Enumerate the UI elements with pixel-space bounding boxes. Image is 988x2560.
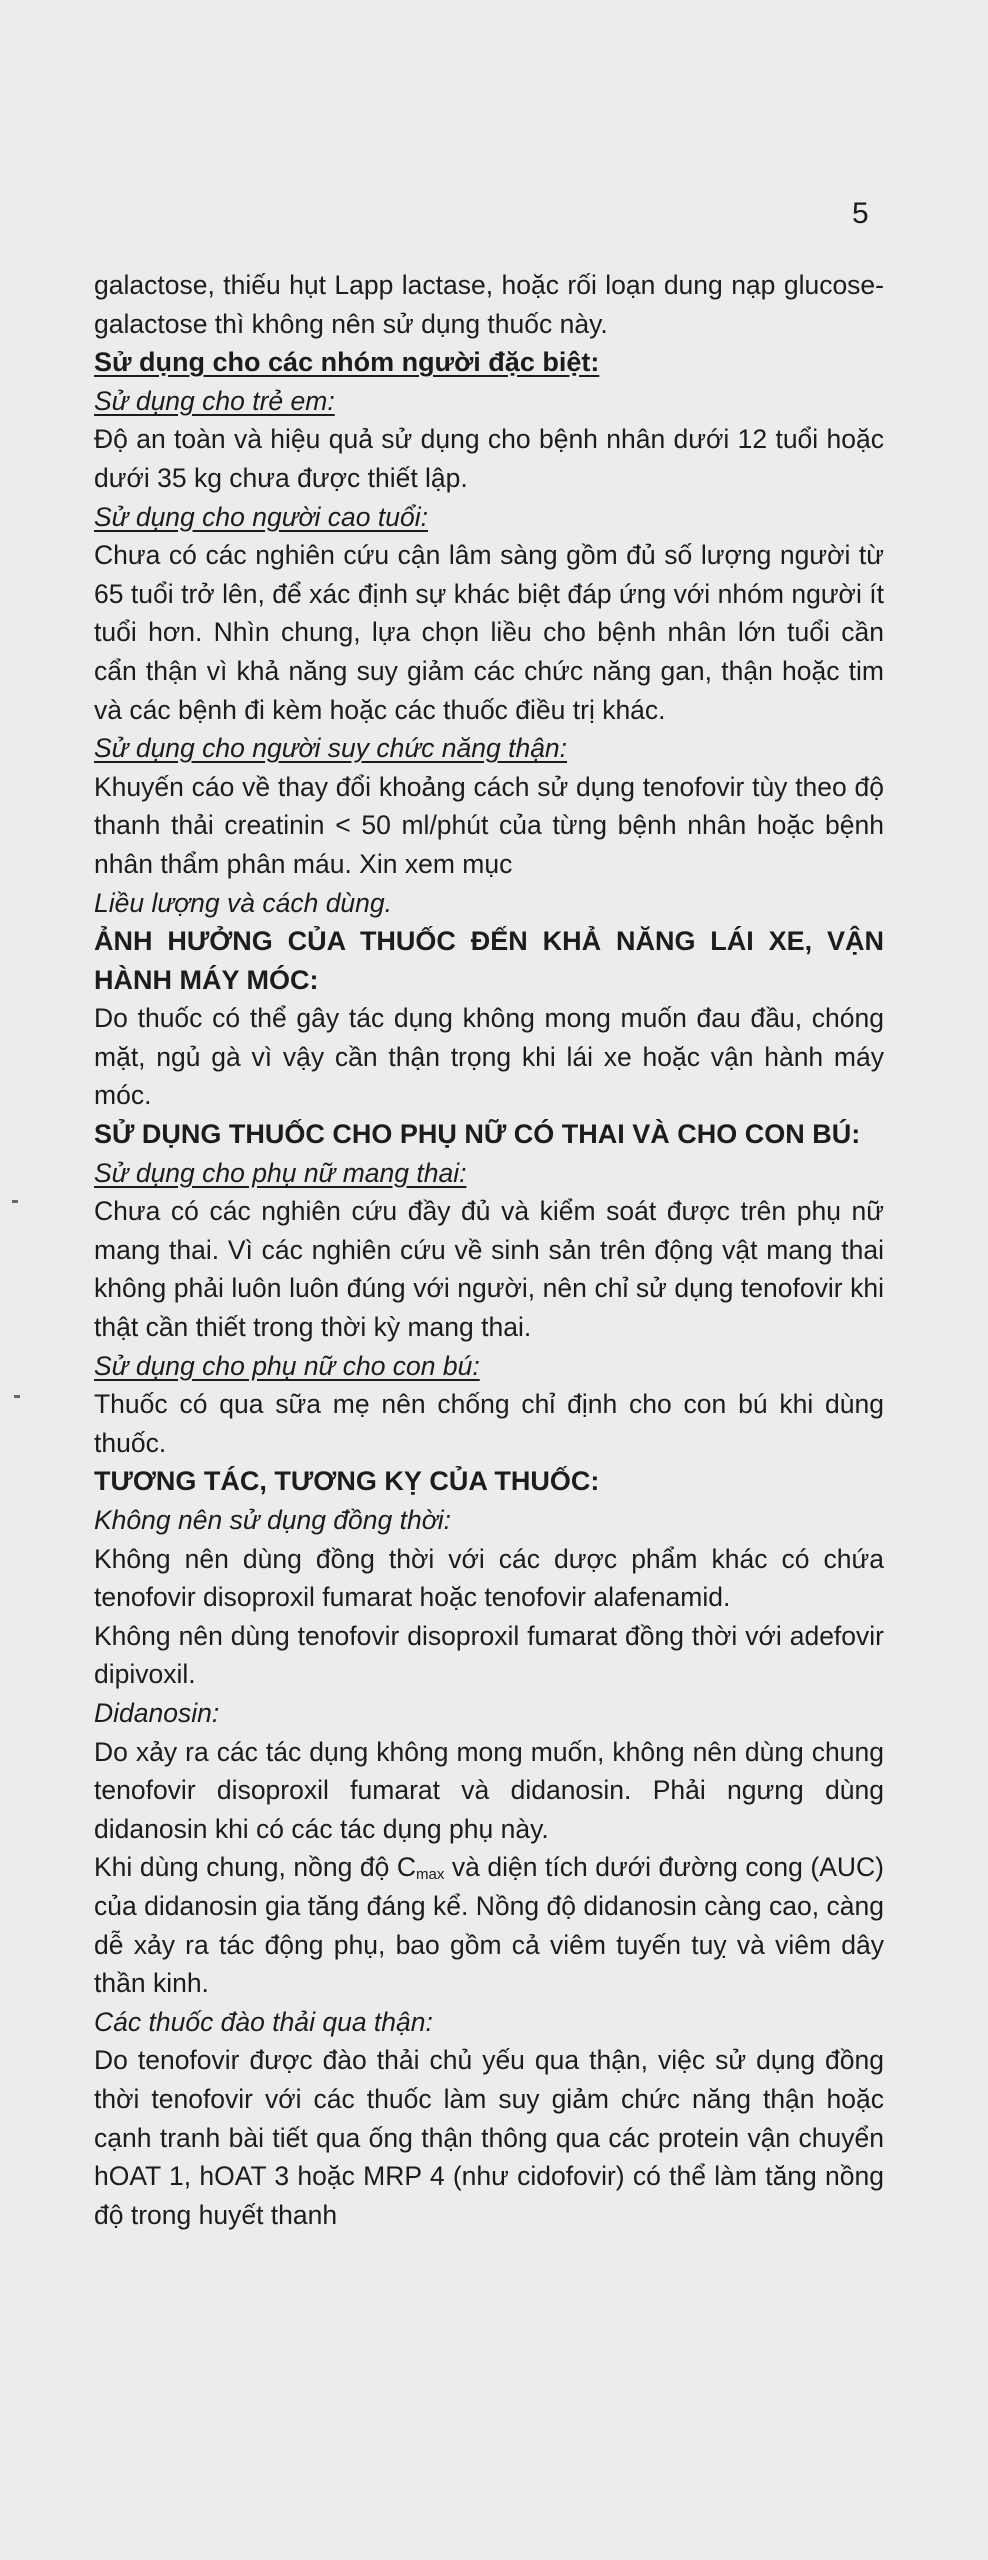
paragraph: Khuyến cáo về thay đổi khoảng cách sử dụng tenofovir tùy theo độ thanh thải creatinin < 50 ml/phút của từng bệnh nhân hoặc bệnh nhân thẩm phân máu. Xin xem mục <box>94 771 884 879</box>
paragraph: Chưa có các nghiên cứu cận lâm sàng gồm đủ số lượng người từ 65 tuổi trở lên, để xác định sự khác biệt đáp ứng với nhóm người ít tuổi hơn. Nhìn chung, lựa chọn liều cho bệnh nhân lớn tuổi cần cẩn thận vì khả năng suy giảm các chức năng gan, thận hoặc tim và các bệnh đi kèm hoặc các thuốc điều trị khác. <box>94 540 884 725</box>
italic-label: Didanosin: <box>94 1697 220 1728</box>
paragraph: Không nên dùng đồng thời với các dược phẩm khác có chứa tenofovir disoproxil fumarat hoặc tenofovir alafenamid. <box>94 1543 884 1613</box>
italic-label: Không nên sử dụng đồng thời: <box>94 1505 451 1535</box>
section-heading: Sử dụng cho các nhóm người đặc biệt: <box>94 347 600 378</box>
document-body <box>94 266 884 2234</box>
subheading: Sử dụng cho phụ nữ mang thai: <box>94 1157 467 1188</box>
paragraph: Do xảy ra các tác dụng không mong muốn, không nên dùng chung tenofovir disoproxil fumarat và didanosin. Phải ngưng dùng didanosin khi có các tác dụng phụ này. <box>94 1736 884 1844</box>
section-heading: SỬ DỤNG THUỐC CHO PHỤ NỮ CÓ THAI VÀ CHO CON BÚ: <box>94 1119 861 1150</box>
paragraph: galactose, thiếu hụt Lapp lactase, hoặc rối loạn dung nạp glucose-galactose thì không nên sử dụng thuốc này. <box>94 270 884 339</box>
paragraph: Thuốc có qua sữa mẹ nên chống chỉ định cho con bú khi dùng thuốc. <box>94 1389 884 1458</box>
section-heading: TƯƠNG TÁC, TƯƠNG KỴ CỦA THUỐC: <box>94 1466 600 1497</box>
italic-label: Liều lượng và cách dùng. <box>94 887 393 918</box>
subheading: Sử dụng cho người cao tuổi: <box>94 501 428 532</box>
subheading: Sử dụng cho trẻ em: <box>94 385 335 416</box>
paragraph: Độ an toàn và hiệu quả sử dụng cho bệnh nhân dưới 12 tuổi hoặc dưới 35 kg chưa được thiết lập. <box>94 424 884 493</box>
scan-speck <box>14 1395 20 1398</box>
paragraph: Không nên dùng tenofovir disoproxil fumarat đồng thời với adefovir dipivoxil. <box>94 1620 884 1690</box>
paragraph: Do tenofovir được đào thải chủ yếu qua thận, việc sử dụng đồng thời tenofovir với các thuốc làm suy giảm chức năng thận hoặc cạnh tranh bài tiết qua ống thận thông qua các protein vận chuyển hOAT 1, hOAT 3 hoặc MRP 4 (như cidofovir) có thể làm tăng nồng độ trong huyết thanh <box>94 2045 884 2230</box>
paragraph: Khi dùng chung, nồng độ $C_{max}$ và diện tích dưới đường cong (AUC) của didanosin gia tăng đáng kể. Nồng độ didanosin càng cao, càng dễ xảy ra tác động phụ, bao gồm cả viêm tuyến tuỵ và viêm dây thần kinh. <box>94 1852 885 1999</box>
paragraph: Do thuốc có thể gây tác dụng không mong muốn đau đầu, chóng mặt, ngủ gà vì vậy cần thận trọng khi lái xe hoặc vận hành máy móc. <box>94 1003 884 1111</box>
paragraph: Chưa có các nghiên cứu đầy đủ và kiểm soát được trên phụ nữ mang thai. Vì các nghiên cứu về sinh sản trên động vật mang thai không phải luôn luôn đúng với người, nên chỉ sử dụng tenofovir khi thật cần thiết trong thời kỳ mang thai. <box>94 1196 884 1343</box>
scan-speck <box>12 1200 18 1203</box>
subheading: Sử dụng cho người suy chức năng thận: <box>94 733 568 764</box>
page-number: 5 <box>852 197 869 230</box>
section-heading: ẢNH HƯỞNG CỦA THUỐC ĐẾN KHẢ NĂNG LÁI XE, VẬN HÀNH MÁY MÓC: <box>94 926 884 995</box>
italic-label: Các thuốc đào thải qua thận: <box>94 2006 433 2037</box>
subheading: Sử dụng cho phụ nữ cho con bú: <box>94 1350 480 1381</box>
